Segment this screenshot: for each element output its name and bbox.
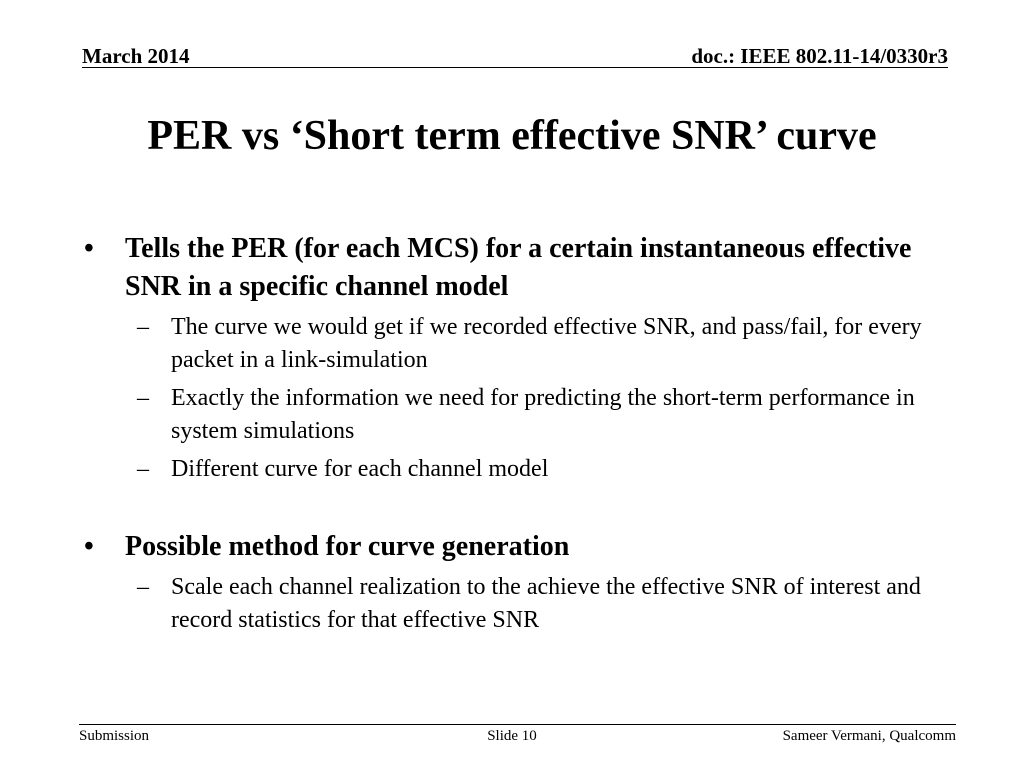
sub-bullet-text: The curve we would get if we recorded effective SNR, and pass/fail, for every packet in a link-simulation: [171, 314, 922, 373]
dash-marker: –: [137, 385, 149, 411]
dash-marker: –: [137, 314, 149, 340]
slide-number: Slide 10: [487, 728, 537, 744]
footer-divider: [79, 724, 956, 725]
sub-bullet-item: [84, 311, 964, 377]
dash-marker: –: [137, 456, 149, 482]
bullet-text: Possible method for curve generation: [125, 531, 570, 562]
header-date: March 2014: [82, 44, 190, 68]
sub-bullet-item: [84, 453, 964, 486]
bullet-item: [84, 230, 964, 306]
sub-bullet-text: Scale each channel realization to the achieve the effective SNR of interest and record statistics for that effective SNR: [171, 574, 921, 633]
footer-submission: Submission: [79, 728, 150, 744]
footer-author: Sameer Vermani, Qualcomm: [782, 728, 956, 744]
header-divider: [82, 67, 948, 68]
header-doc-id: doc.: IEEE 802.11-14/0330r3: [691, 44, 948, 68]
bullet-text: Tells the PER (for each MCS) for a certain instantaneous effective SNR in a specific channel model: [125, 233, 912, 302]
dash-marker: –: [137, 574, 149, 600]
sub-bullet-text: Exactly the information we need for predicting the short-term performance in system simulations: [171, 385, 915, 444]
bullet-item: [84, 528, 964, 566]
slide-title: PER vs ‘Short term effective SNR’ curve: [147, 113, 877, 159]
sub-bullet-item: [84, 571, 964, 637]
bullet-marker: •: [84, 531, 94, 562]
sub-bullet-text: Different curve for each channel model: [171, 456, 549, 482]
slide-body: [84, 230, 964, 637]
bullet-marker: •: [84, 233, 94, 264]
sub-bullet-item: [84, 382, 964, 448]
